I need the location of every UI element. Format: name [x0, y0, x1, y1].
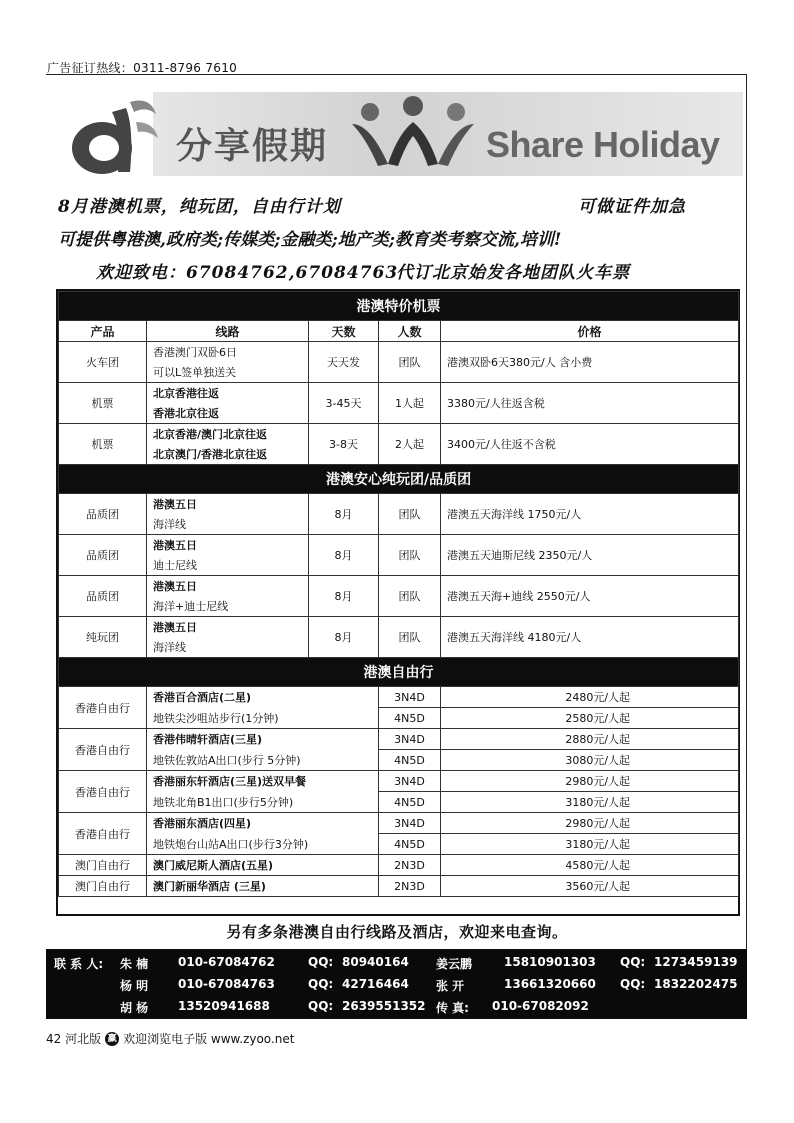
- price-cell: 3080元/人起: [441, 750, 739, 771]
- hotel-note: 地铁佐敦站A出口(步行 5分钟): [147, 750, 379, 771]
- contact-name: 张 开: [436, 979, 465, 993]
- people-cell: 1人起: [379, 383, 441, 424]
- product-cell: 香港自由行: [59, 771, 147, 813]
- price-cell: 港澳五天海洋线 1750元/人: [441, 494, 739, 535]
- product-cell: 品质团: [59, 494, 147, 535]
- product-cell: 纯玩团: [59, 617, 147, 658]
- contact-qq: 1832202475: [654, 977, 738, 991]
- price-cell: 3380元/人往返含税: [441, 383, 739, 424]
- product-cell: 品质团: [59, 535, 147, 576]
- route-cell: 香港北京往返: [147, 403, 309, 424]
- hotel-cell: 香港百合酒店(二星): [147, 687, 379, 708]
- people-cell: 团队: [379, 342, 441, 383]
- price-cell: 港澳五天海+迪线 2550元/人: [441, 576, 739, 617]
- qq-label: QQ:: [308, 977, 334, 991]
- price-cell: 港澳五天海洋线 4180元/人: [441, 617, 739, 658]
- table-row: [59, 617, 739, 638]
- route-cell: 香港澳门双卧6日: [147, 342, 309, 363]
- header-product: 产品: [59, 321, 147, 342]
- product-cell: 机票: [59, 383, 147, 424]
- contact-tel: 010-67084763: [178, 977, 275, 991]
- header-people: 人数: [379, 321, 441, 342]
- section-title: 港澳自由行: [59, 658, 739, 687]
- days-cell: 8月: [309, 576, 379, 617]
- contact-qq: 2639551352: [342, 999, 426, 1013]
- promo-phone: 欢迎致电：67084762,67084763: [96, 263, 399, 283]
- contact-name: 朱 楠: [120, 957, 149, 971]
- product-cell: 火车团: [59, 342, 147, 383]
- package-cell: 4N5D: [379, 834, 441, 855]
- price-cell: 4580元/人起: [441, 855, 739, 876]
- website-link[interactable]: 欢迎浏览电子版 www.zyoo.net: [123, 1032, 295, 1046]
- contact-row: [46, 955, 747, 975]
- price-cell: 港澳五天迪斯尼线 2350元/人: [441, 535, 739, 576]
- route-cell: 港澳五日: [147, 494, 309, 515]
- package-cell: 3N4D: [379, 687, 441, 708]
- price-cell: 3400元/人往返不含税: [441, 424, 739, 465]
- hotel-note: 地铁炮台山站A出口(步行3分钟): [147, 834, 379, 855]
- contact-tel: 13661320660: [504, 977, 596, 991]
- days-cell: 3-45天: [309, 383, 379, 424]
- hotel-cell: 澳门新丽华酒店 (三星): [147, 876, 379, 897]
- route-cell: 北京香港/澳门北京往返: [147, 424, 309, 445]
- contact-name: 胡 杨: [120, 1001, 149, 1015]
- contact-tel: 010-67084762: [178, 955, 275, 969]
- contact-qq: 80940164: [342, 955, 409, 969]
- page-footer: [46, 1030, 294, 1047]
- route-cell: 可以L签单独送关: [147, 362, 309, 383]
- product-cell: 香港自由行: [59, 729, 147, 771]
- table-row: [59, 494, 739, 515]
- qq-label: QQ:: [308, 999, 334, 1013]
- hotel-note: 地铁北角B1出口(步行5分钟): [147, 792, 379, 813]
- section-title: 港澳安心纯玩团/品质团: [59, 465, 739, 494]
- days-cell: 8月: [309, 535, 379, 576]
- price-cell: 2480元/人起: [441, 687, 739, 708]
- header-price: 价格: [441, 321, 739, 342]
- contact-qq: 42716464: [342, 977, 409, 991]
- contact-row: [46, 999, 747, 1019]
- hotel-note: 地铁尖沙咀站步行(1分钟): [147, 708, 379, 729]
- product-cell: 机票: [59, 424, 147, 465]
- package-cell: 4N5D: [379, 750, 441, 771]
- people-cell: 团队: [379, 617, 441, 658]
- brand-name-cn: 分享假期: [176, 126, 329, 167]
- contact-label: 联 系 人:: [54, 957, 104, 971]
- people-cell: 团队: [379, 576, 441, 617]
- package-cell: 2N3D: [379, 855, 441, 876]
- table-row: [59, 383, 739, 404]
- contact-name: 杨 明: [120, 979, 149, 993]
- brand-logo-icon: [60, 88, 160, 180]
- price-cell: 港澳双卧6天380元/人 含小费: [441, 342, 739, 383]
- hotel-cell: 香港丽东酒店(四星): [147, 813, 379, 834]
- qq-label: QQ:: [620, 955, 646, 969]
- table-row: [59, 813, 739, 834]
- days-cell: 天天发: [309, 342, 379, 383]
- route-cell: 港澳五日: [147, 535, 309, 556]
- route-cell: 海洋+迪士尼线: [147, 596, 309, 617]
- ad-hotline: 广告征订热线：0311-8796 7610: [47, 61, 238, 75]
- route-cell: 海洋线: [147, 514, 309, 535]
- table-row: [59, 535, 739, 556]
- people-cell: 2人起: [379, 424, 441, 465]
- promo-offer: 8月港澳机票，纯玩团，自由行计划: [58, 197, 341, 217]
- people-logo-icon: [348, 94, 478, 174]
- package-cell: 3N4D: [379, 729, 441, 750]
- section-title: 港澳特价机票: [59, 292, 739, 321]
- package-cell: 4N5D: [379, 708, 441, 729]
- table-row: [59, 876, 739, 897]
- price-cell: 2580元/人起: [441, 708, 739, 729]
- days-cell: 3-8天: [309, 424, 379, 465]
- price-cell: 2980元/人起: [441, 771, 739, 792]
- product-cell: 澳门自由行: [59, 876, 147, 897]
- promo-line-3: [96, 258, 630, 283]
- inquiry-note: 另有多条港澳自由行线路及酒店，欢迎来电查询。: [226, 923, 568, 941]
- days-cell: 8月: [309, 494, 379, 535]
- product-cell: 香港自由行: [59, 813, 147, 855]
- route-cell: 海洋线: [147, 637, 309, 658]
- table-row: [59, 771, 739, 792]
- fax-number: 010-67082092: [492, 999, 589, 1013]
- price-table: [56, 289, 740, 916]
- table-row: [59, 687, 739, 708]
- contact-row: [46, 977, 747, 997]
- table-row: [59, 855, 739, 876]
- table-row: [59, 729, 739, 750]
- promo-line-1: [58, 192, 686, 217]
- promo-train: 代订北京始发各地团队火车票: [396, 263, 630, 283]
- product-cell: 品质团: [59, 576, 147, 617]
- promo-line-2: 可提供粤港澳,政府类;传媒类;金融类;地产类;教育类考察交流,培训!: [58, 230, 562, 250]
- price-cell: 2980元/人起: [441, 813, 739, 834]
- qq-label: QQ:: [308, 955, 334, 969]
- package-cell: 3N4D: [379, 813, 441, 834]
- hotel-cell: 澳门威尼斯人酒店(五星): [147, 855, 379, 876]
- table-row: [59, 576, 739, 597]
- hotel-cell: 香港丽东轩酒店(三星)送双早餐: [147, 771, 379, 792]
- page-number: 42 河北版: [46, 1032, 102, 1046]
- contact-qq: 1273459139: [654, 955, 738, 969]
- route-cell: 北京澳门/香港北京往返: [147, 444, 309, 465]
- contact-tel: 13520941688: [178, 999, 270, 1013]
- fax-label: 传 真:: [436, 1001, 469, 1015]
- contact-name: 姜云鹏: [436, 957, 473, 971]
- table-row: [59, 424, 739, 445]
- contact-tel: 15810901303: [504, 955, 596, 969]
- header-route: 线路: [147, 321, 309, 342]
- people-cell: 团队: [379, 535, 441, 576]
- product-cell: 澳门自由行: [59, 855, 147, 876]
- price-cell: 3180元/人起: [441, 834, 739, 855]
- brand-name-en: Share Holiday: [486, 124, 720, 165]
- promo-visa: 可做证件加急: [578, 197, 686, 217]
- qq-label: QQ:: [620, 977, 646, 991]
- contact-bar: [46, 949, 747, 1019]
- table-row: [59, 342, 739, 363]
- price-cell: 2880元/人起: [441, 729, 739, 750]
- route-cell: 港澳五日: [147, 576, 309, 597]
- package-cell: 4N5D: [379, 792, 441, 813]
- package-cell: 2N3D: [379, 876, 441, 897]
- price-cell: 3180元/人起: [441, 792, 739, 813]
- route-cell: 北京香港往返: [147, 383, 309, 404]
- hotel-cell: 香港伟晴轩酒店(三星): [147, 729, 379, 750]
- route-cell: 港澳五日: [147, 617, 309, 638]
- days-cell: 8月: [309, 617, 379, 658]
- people-cell: 团队: [379, 494, 441, 535]
- price-cell: 3560元/人起: [441, 876, 739, 897]
- brand-banner: [58, 88, 744, 180]
- publication-seal-icon: 赢: [105, 1032, 119, 1046]
- header-days: 天数: [309, 321, 379, 342]
- product-cell: 香港自由行: [59, 687, 147, 729]
- package-cell: 3N4D: [379, 771, 441, 792]
- route-cell: 迪士尼线: [147, 555, 309, 576]
